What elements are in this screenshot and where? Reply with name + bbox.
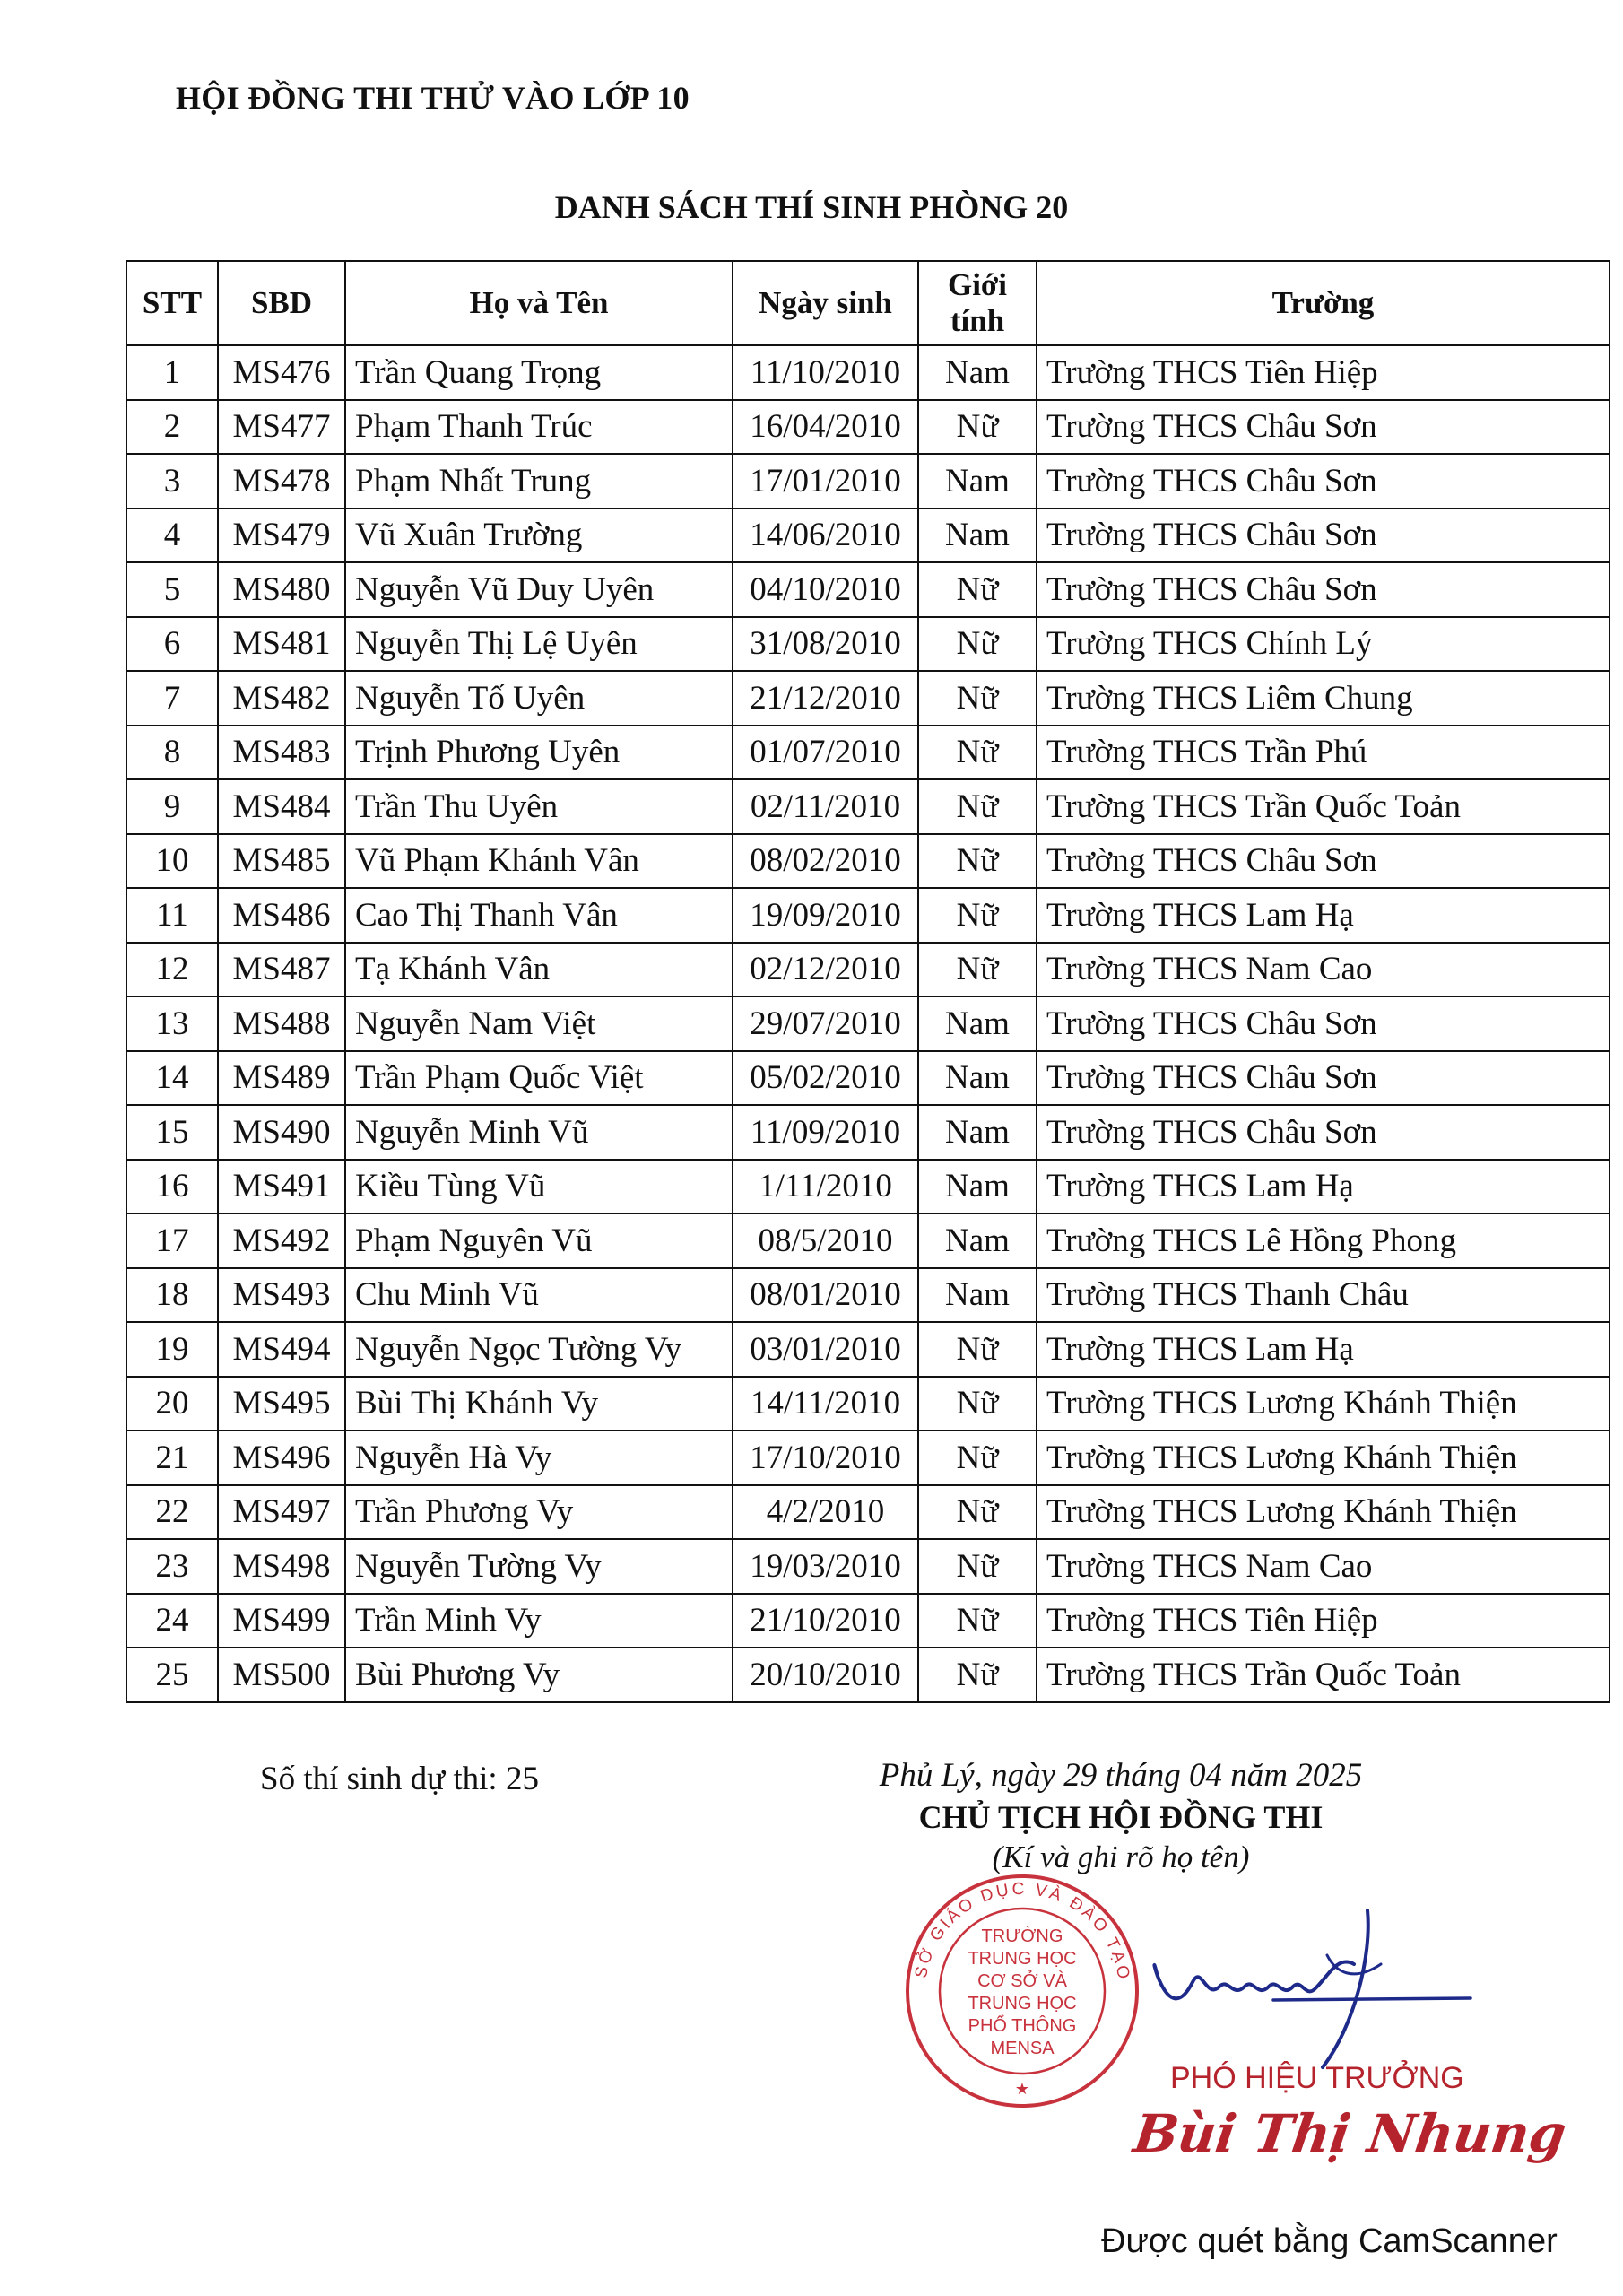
table-row: [126, 888, 1610, 943]
cell-school: Trường THCS Lê Hồng Phong: [1037, 1213, 1610, 1268]
cell-school: Trường THCS Trần Quốc Toản: [1037, 779, 1610, 834]
cell-sbd: MS500: [218, 1648, 345, 1702]
cell-school: Trường THCS Lam Hạ: [1037, 888, 1610, 943]
cell-gender: Nữ: [918, 617, 1037, 672]
cell-stt: 9: [126, 779, 218, 834]
cell-sbd: MS477: [218, 400, 345, 455]
cell-school: Trường THCS Châu Sơn: [1037, 1051, 1610, 1106]
table-row: [126, 834, 1610, 889]
cell-dob: 01/07/2010: [733, 726, 918, 780]
table-row: [126, 1539, 1610, 1594]
table-row: [126, 943, 1610, 997]
cell-stt: 25: [126, 1648, 218, 1702]
signature-block: [825, 1756, 1417, 1875]
cell-name: Phạm Nguyên Vũ: [345, 1213, 733, 1268]
cell-school: Trường THCS Trần Quốc Toản: [1037, 1648, 1610, 1702]
place-date: Phủ Lý, ngày 29 tháng 04 năm 2025: [879, 1757, 1363, 1794]
cell-dob: 04/10/2010: [733, 562, 918, 617]
cell-name: Cao Thị Thanh Vân: [345, 888, 733, 943]
cell-gender: Nữ: [918, 671, 1037, 726]
cell-school: Trường THCS Tiên Hiệp: [1037, 345, 1610, 400]
cell-school: Trường THCS Châu Sơn: [1037, 1105, 1610, 1160]
cell-name: Tạ Khánh Vân: [345, 943, 733, 997]
cell-school: Trường THCS Châu Sơn: [1037, 509, 1610, 563]
cell-dob: 29/07/2010: [733, 996, 918, 1051]
cell-sbd: MS488: [218, 996, 345, 1051]
stamp-line: CƠ SỞ VÀ: [977, 1971, 1067, 1991]
cell-gender: Nam: [918, 345, 1037, 400]
cell-dob: 4/2/2010: [733, 1485, 918, 1540]
candidate-count: Số thí sinh dự thi: 25: [260, 1761, 539, 1797]
cell-gender: Nữ: [918, 888, 1037, 943]
council-title: HỘI ĐỒNG THI THỬ VÀO LỚP 10: [176, 80, 690, 116]
stamp-outer-ring: [907, 1876, 1137, 2106]
table-row: [126, 996, 1610, 1051]
cell-school: Trường THCS Nam Cao: [1037, 1539, 1610, 1594]
cell-name: Trần Minh Vy: [345, 1594, 733, 1648]
cell-gender: Nữ: [918, 562, 1037, 617]
table-row: [126, 1431, 1610, 1485]
cell-gender: Nữ: [918, 1648, 1037, 1702]
cell-gender: Nữ: [918, 1431, 1037, 1485]
stamp-line: MENSA: [990, 2039, 1055, 2058]
table-row: [126, 1051, 1610, 1106]
table-row: [126, 400, 1610, 455]
cell-stt: 14: [126, 1051, 218, 1106]
cell-dob: 21/10/2010: [733, 1594, 918, 1648]
cell-gender: Nam: [918, 996, 1037, 1051]
cell-stt: 24: [126, 1594, 218, 1648]
cell-school: Trường THCS Lương Khánh Thiện: [1037, 1485, 1610, 1540]
cell-stt: 5: [126, 562, 218, 617]
table-row: [126, 779, 1610, 834]
table-row: [126, 1377, 1610, 1431]
cell-name: Nguyễn Thị Lệ Uyên: [345, 617, 733, 672]
cell-stt: 15: [126, 1105, 218, 1160]
candidate-table: [126, 260, 1610, 1703]
cell-gender: Nữ: [918, 1594, 1037, 1648]
cell-dob: 02/11/2010: [733, 779, 918, 834]
cell-sbd: MS495: [218, 1377, 345, 1431]
cell-stt: 13: [126, 996, 218, 1051]
cell-gender: Nam: [918, 1268, 1037, 1323]
cell-school: Trường THCS Châu Sơn: [1037, 400, 1610, 455]
cell-gender: Nam: [918, 1160, 1037, 1214]
table-row: [126, 1105, 1610, 1160]
cell-dob: 19/03/2010: [733, 1539, 918, 1594]
cell-dob: 08/01/2010: [733, 1268, 918, 1323]
stamp-line: TRUNG HỌC: [968, 1994, 1077, 2013]
cell-gender: Nữ: [918, 726, 1037, 780]
cell-school: Trường THCS Châu Sơn: [1037, 562, 1610, 617]
cell-school: Trường THCS Trần Phú: [1037, 726, 1610, 780]
cell-stt: 7: [126, 671, 218, 726]
cell-sbd: MS498: [218, 1539, 345, 1594]
cell-name: Trịnh Phương Uyên: [345, 726, 733, 780]
cell-stt: 20: [126, 1377, 218, 1431]
cell-name: Chu Minh Vũ: [345, 1268, 733, 1323]
cell-school: Trường THCS Lương Khánh Thiện: [1037, 1431, 1610, 1485]
cell-sbd: MS480: [218, 562, 345, 617]
cell-sbd: MS496: [218, 1431, 345, 1485]
cell-gender: Nữ: [918, 400, 1037, 455]
cell-name: Bùi Phương Vy: [345, 1648, 733, 1702]
cell-sbd: MS479: [218, 509, 345, 563]
sign-note: (Kí và ghi rõ họ tên): [992, 1839, 1250, 1874]
cell-name: Nguyễn Vũ Duy Uyên: [345, 562, 733, 617]
cell-stt: 17: [126, 1213, 218, 1268]
table-row: [126, 454, 1610, 509]
cell-dob: 14/11/2010: [733, 1377, 918, 1431]
cell-school: Trường THCS Chính Lý: [1037, 617, 1610, 672]
table-row: [126, 726, 1610, 780]
stamp-outer-text: SỞ GIÁO DỤC VÀ ĐÀO TẠO: [911, 1879, 1133, 1983]
cell-stt: 16: [126, 1160, 218, 1214]
cell-gender: Nữ: [918, 779, 1037, 834]
cell-dob: 11/09/2010: [733, 1105, 918, 1160]
table-row: [126, 1160, 1610, 1214]
table-row: [126, 509, 1610, 563]
table-row: [126, 1485, 1610, 1540]
cell-gender: Nữ: [918, 943, 1037, 997]
document-title: DANH SÁCH THÍ SINH PHÒNG 20: [554, 189, 1069, 225]
cell-gender: Nữ: [918, 1377, 1037, 1431]
cell-dob: 31/08/2010: [733, 617, 918, 672]
cell-name: Phạm Nhất Trung: [345, 454, 733, 509]
cell-school: Trường THCS Châu Sơn: [1037, 996, 1610, 1051]
cell-sbd: MS476: [218, 345, 345, 400]
cell-stt: 21: [126, 1431, 218, 1485]
cell-dob: 11/10/2010: [733, 345, 918, 400]
table-body: [126, 345, 1610, 1702]
cell-sbd: MS485: [218, 834, 345, 889]
table-row: [126, 671, 1610, 726]
cell-sbd: MS481: [218, 617, 345, 672]
cell-name: Nguyễn Ngọc Tường Vy: [345, 1322, 733, 1377]
cell-sbd: MS483: [218, 726, 345, 780]
cell-school: Trường THCS Tiên Hiệp: [1037, 1594, 1610, 1648]
cell-stt: 8: [126, 726, 218, 780]
cell-sbd: MS487: [218, 943, 345, 997]
cell-name: Nguyễn Minh Vũ: [345, 1105, 733, 1160]
table-row: [126, 1268, 1610, 1323]
cell-stt: 12: [126, 943, 218, 997]
cell-dob: 1/11/2010: [733, 1160, 918, 1214]
stamp-line: TRUNG HỌC: [968, 1949, 1077, 1969]
cell-name: Nguyễn Nam Việt: [345, 996, 733, 1051]
cell-sbd: MS486: [218, 888, 345, 943]
cell-gender: Nam: [918, 1105, 1037, 1160]
cell-name: Trần Quang Trọng: [345, 345, 733, 400]
cell-gender: Nam: [918, 1051, 1037, 1106]
cell-dob: 17/10/2010: [733, 1431, 918, 1485]
cell-school: Trường THCS Châu Sơn: [1037, 834, 1610, 889]
official-stamp: [901, 1870, 1143, 2112]
cell-gender: Nam: [918, 454, 1037, 509]
cell-school: Trường THCS Lam Hạ: [1037, 1160, 1610, 1214]
cell-dob: 21/12/2010: [733, 671, 918, 726]
column-header-gender: Giới tính: [918, 261, 1037, 345]
cell-school: Trường THCS Lương Khánh Thiện: [1037, 1377, 1610, 1431]
cell-dob: 03/01/2010: [733, 1322, 918, 1377]
cell-name: Kiều Tùng Vũ: [345, 1160, 733, 1214]
cell-name: Vũ Xuân Trường: [345, 509, 733, 563]
cell-name: Trần Phương Vy: [345, 1485, 733, 1540]
cell-sbd: MS492: [218, 1213, 345, 1268]
cell-stt: 1: [126, 345, 218, 400]
table-row: [126, 562, 1610, 617]
cell-stt: 2: [126, 400, 218, 455]
cell-gender: Nữ: [918, 834, 1037, 889]
cell-gender: Nam: [918, 1213, 1037, 1268]
column-header-school: Trường: [1037, 261, 1610, 345]
cell-sbd: MS482: [218, 671, 345, 726]
table-row: [126, 1648, 1610, 1702]
table-header-row: [126, 261, 1610, 345]
signer-role: PHÓ HIỆU TRƯỞNG: [1170, 2061, 1464, 2095]
cell-stt: 19: [126, 1322, 218, 1377]
cell-name: Trần Thu Uyên: [345, 779, 733, 834]
cell-dob: 08/02/2010: [733, 834, 918, 889]
cell-school: Trường THCS Nam Cao: [1037, 943, 1610, 997]
cell-stt: 3: [126, 454, 218, 509]
cell-sbd: MS491: [218, 1160, 345, 1214]
stamp-line: TRƯỜNG: [981, 1926, 1063, 1946]
cell-name: Bùi Thị Khánh Vy: [345, 1377, 733, 1431]
signer-name: Bùi Thị Nhung: [1130, 2103, 1570, 2164]
cell-dob: 08/5/2010: [733, 1213, 918, 1268]
stamp-star-icon: ★: [1014, 2080, 1030, 2098]
stamp-line: PHỔ THÔNG: [968, 2016, 1077, 2036]
table-row: [126, 617, 1610, 672]
scanner-watermark: Được quét bằng CamScanner: [1101, 2222, 1558, 2260]
cell-name: Vũ Phạm Khánh Vân: [345, 834, 733, 889]
table-row: [126, 345, 1610, 400]
cell-school: Trường THCS Liêm Chung: [1037, 671, 1610, 726]
cell-sbd: MS499: [218, 1594, 345, 1648]
cell-sbd: MS490: [218, 1105, 345, 1160]
column-header-stt: STT: [126, 261, 218, 345]
chair-title: CHỦ TỊCH HỘI ĐỒNG THI: [918, 1799, 1324, 1835]
column-header-sbd: SBD: [218, 261, 345, 345]
cell-name: Nguyễn Tường Vy: [345, 1539, 733, 1594]
cell-gender: Nữ: [918, 1485, 1037, 1540]
cell-school: Trường THCS Thanh Châu: [1037, 1268, 1610, 1323]
cell-name: Trần Phạm Quốc Việt: [345, 1051, 733, 1106]
column-header-dob: Ngày sinh: [733, 261, 918, 345]
table-row: [126, 1594, 1610, 1648]
cell-stt: 10: [126, 834, 218, 889]
cell-sbd: MS489: [218, 1051, 345, 1106]
cell-dob: 14/06/2010: [733, 509, 918, 563]
cell-stt: 18: [126, 1268, 218, 1323]
cell-dob: 17/01/2010: [733, 454, 918, 509]
cell-dob: 05/02/2010: [733, 1051, 918, 1106]
cell-school: Trường THCS Lam Hạ: [1037, 1322, 1610, 1377]
cell-sbd: MS484: [218, 779, 345, 834]
column-header-name: Họ và Tên: [345, 261, 733, 345]
cell-gender: Nam: [918, 509, 1037, 563]
cell-dob: 19/09/2010: [733, 888, 918, 943]
table-row: [126, 1322, 1610, 1377]
cell-stt: 22: [126, 1485, 218, 1540]
cell-name: Phạm Thanh Trúc: [345, 400, 733, 455]
cell-name: Nguyễn Tố Uyên: [345, 671, 733, 726]
cell-sbd: MS497: [218, 1485, 345, 1540]
cell-dob: 02/12/2010: [733, 943, 918, 997]
cell-sbd: MS493: [218, 1268, 345, 1323]
cell-dob: 16/04/2010: [733, 400, 918, 455]
cell-stt: 6: [126, 617, 218, 672]
cell-stt: 23: [126, 1539, 218, 1594]
stamp-inner-text: [968, 1926, 1076, 2058]
cell-school: Trường THCS Châu Sơn: [1037, 454, 1610, 509]
cell-name: Nguyễn Hà Vy: [345, 1431, 733, 1485]
cell-dob: 20/10/2010: [733, 1648, 918, 1702]
cell-stt: 11: [126, 888, 218, 943]
cell-sbd: MS478: [218, 454, 345, 509]
handwritten-signature: [1139, 1901, 1480, 2081]
cell-sbd: MS494: [218, 1322, 345, 1377]
table-row: [126, 1213, 1610, 1268]
cell-gender: Nữ: [918, 1322, 1037, 1377]
cell-stt: 4: [126, 509, 218, 563]
cell-gender: Nữ: [918, 1539, 1037, 1594]
